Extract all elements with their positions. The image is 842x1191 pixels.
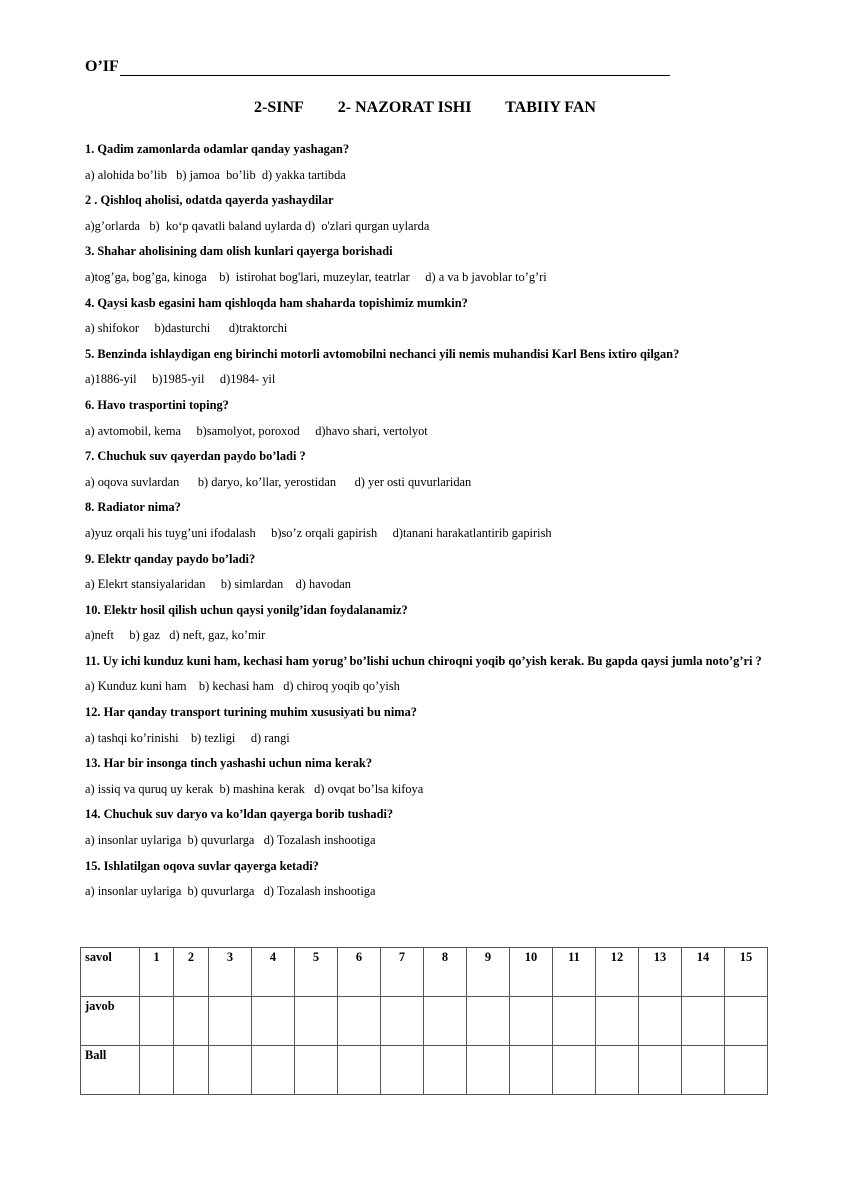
question-item <box>85 499 790 542</box>
answer-options: a) alohida bo’lib b) jamoa bo’lib d) yakka tartibda <box>85 167 346 182</box>
question-text: 12. Har qanday transport turining muhim xususiyati bu nima? <box>85 705 417 720</box>
score-cell[interactable] <box>295 1046 338 1095</box>
page-title <box>254 99 596 117</box>
grade-label: 2-SINF <box>254 99 304 116</box>
question-list <box>85 141 790 909</box>
score-cell[interactable] <box>467 1046 510 1095</box>
subject-label: TABIIY FAN <box>505 99 596 116</box>
question-text: 14. Chuchuk suv daryo va ko’ldan qayerga borib tushadi? <box>85 807 394 822</box>
answer-cell[interactable] <box>140 997 174 1046</box>
question-text: 10. Elektr hosil qilish uchun qaysi yonilg’idan foydalanamiz? <box>85 602 408 617</box>
answer-options: a) tashqi ko’rinishi b) tezligi d) rangi <box>85 730 290 745</box>
answer-cell[interactable] <box>467 997 510 1046</box>
answer-cell[interactable] <box>209 997 252 1046</box>
question-number-cell: 8 <box>424 948 467 997</box>
question-item <box>85 397 790 440</box>
question-text: 2 . Qishloq aholisi, odatda qayerda yashaydilar <box>85 193 334 208</box>
score-cell[interactable] <box>209 1046 252 1095</box>
question-item <box>85 243 790 286</box>
question-number-cell: 10 <box>510 948 553 997</box>
question-text: 5. Benzinda ishlaydigan eng birinchi motorli avtomobilni nechanci yili nemis muhandisi Karl Bens ixtiro qilgan? <box>85 346 680 361</box>
row-header: javob <box>81 997 140 1046</box>
answer-options: a) issiq va quruq uy kerak b) mashina kerak d) ovqat bo’lsa kifoya <box>85 781 424 796</box>
question-item <box>85 602 790 645</box>
score-cell[interactable] <box>510 1046 553 1095</box>
test-label: 2- NAZORAT ISHI <box>337 99 472 116</box>
answer-cell[interactable] <box>553 997 596 1046</box>
question-item <box>85 704 790 747</box>
table-row <box>81 1046 768 1095</box>
question-number-cell: 14 <box>682 948 725 997</box>
answer-cell[interactable] <box>510 997 553 1046</box>
answer-cell[interactable] <box>596 997 639 1046</box>
question-number-cell: 15 <box>725 948 768 997</box>
answer-options: a)1886-yil b)1985-yil d)1984- yil <box>85 372 276 387</box>
answer-options: a) insonlar uylariga b) quvurlarga d) Tozalash inshootiga <box>85 884 376 899</box>
question-number-cell: 13 <box>639 948 682 997</box>
question-number-cell: 3 <box>209 948 252 997</box>
answer-cell[interactable] <box>725 997 768 1046</box>
score-cell[interactable] <box>338 1046 381 1095</box>
answer-cell[interactable] <box>381 997 424 1046</box>
answer-options: a) Kunduz kuni ham b) kechasi ham d) chiroq yoqib qo’yish <box>85 679 400 694</box>
question-item <box>85 806 790 849</box>
question-text: 6. Havo trasportini toping? <box>85 397 229 412</box>
score-cell[interactable] <box>381 1046 424 1095</box>
answer-options: a)neft b) gaz d) neft, gaz, ko’mir <box>85 628 266 643</box>
question-text: 9. Elektr qanday paydo bo’ladi? <box>85 551 256 566</box>
answer-options: a) shifokor b)dasturchi d)traktorchi <box>85 321 288 336</box>
question-item <box>85 551 790 594</box>
question-item <box>85 448 790 491</box>
question-item <box>85 295 790 338</box>
answer-options: a) avtomobil, kema b)samolyot, poroxod d)havo shari, vertolyot <box>85 423 428 438</box>
answer-cell[interactable] <box>639 997 682 1046</box>
score-cell[interactable] <box>596 1046 639 1095</box>
question-text: 15. Ishlatilgan oqova suvlar qayerga ketadi? <box>85 858 319 873</box>
answer-cell[interactable] <box>682 997 725 1046</box>
score-cell[interactable] <box>252 1046 295 1095</box>
student-name-line <box>85 58 670 76</box>
question-number-cell: 9 <box>467 948 510 997</box>
answer-options: a) Elekrt stansiyalaridan b) simlardan d) havodan <box>85 577 351 592</box>
answer-cell[interactable] <box>424 997 467 1046</box>
answer-cell[interactable] <box>338 997 381 1046</box>
question-text: 13. Har bir insonga tinch yashashi uchun nima kerak? <box>85 756 373 771</box>
question-text: 11. Uy ichi kunduz kuni ham, kechasi ham yorug’ bo’lishi uchun chiroqni yoqib qo’yish kerak. Bu gapda qaysi jumla noto’g’ri ? <box>85 653 762 668</box>
score-cell[interactable] <box>553 1046 596 1095</box>
table-row <box>81 948 768 997</box>
question-text: 1. Qadim zamonlarda odamlar qanday yashagan? <box>85 142 350 156</box>
question-number-cell: 12 <box>596 948 639 997</box>
answer-cell[interactable] <box>174 997 209 1046</box>
question-text: 7. Chuchuk suv qayerdan paydo bo’ladi ? <box>85 449 306 464</box>
question-number-cell: 7 <box>381 948 424 997</box>
answer-options: a) oqova suvlardan b) daryo, ko’llar, yerostidan d) yer osti quvurlaridan <box>85 474 472 489</box>
score-cell[interactable] <box>424 1046 467 1095</box>
name-blank <box>120 59 670 76</box>
score-cell[interactable] <box>682 1046 725 1095</box>
answer-options: a)tog’ga, bog’ga, kinoga b) istirohat bog'lari, muzeylar, teatrlar d) a va b javoblar to’g’ri <box>85 269 547 284</box>
question-number-cell: 5 <box>295 948 338 997</box>
question-number-cell: 6 <box>338 948 381 997</box>
answer-cell[interactable] <box>295 997 338 1046</box>
header-label: O’IF <box>85 58 119 75</box>
score-cell[interactable] <box>639 1046 682 1095</box>
answer-table <box>80 947 768 1095</box>
answer-options: a)yuz orqali his tuyg’uni ifodalash b)so’z orqali gapirish d)tanani harakatlantirib gapirish <box>85 525 552 540</box>
question-text: 4. Qaysi kasb egasini ham qishloqda ham shaharda topishimiz mumkin? <box>85 295 468 310</box>
score-cell[interactable] <box>140 1046 174 1095</box>
table-row <box>81 997 768 1046</box>
score-cell[interactable] <box>174 1046 209 1095</box>
question-text: 8. Radiator nima? <box>85 500 181 515</box>
answer-options: a) insonlar uylariga b) quvurlarga d) Tozalash inshootiga <box>85 833 376 848</box>
answer-options: a)g’orlarda b) ko‘p qavatli baland uylarda d) o'zlari qurgan uylarda <box>85 218 430 233</box>
answer-cell[interactable] <box>252 997 295 1046</box>
question-number-cell: 11 <box>553 948 596 997</box>
question-text: 3. Shahar aholisining dam olish kunlari qayerga borishadi <box>85 244 393 259</box>
question-item <box>85 346 790 389</box>
question-item <box>85 858 790 901</box>
question-item <box>85 192 790 235</box>
row-header: Ball <box>81 1046 140 1095</box>
question-number-cell: 2 <box>174 948 209 997</box>
score-cell[interactable] <box>725 1046 768 1095</box>
question-item <box>85 141 790 184</box>
question-number-cell: 1 <box>140 948 174 997</box>
question-item <box>85 653 790 696</box>
question-item <box>85 755 790 798</box>
row-header: savol <box>81 948 140 997</box>
question-number-cell: 4 <box>252 948 295 997</box>
